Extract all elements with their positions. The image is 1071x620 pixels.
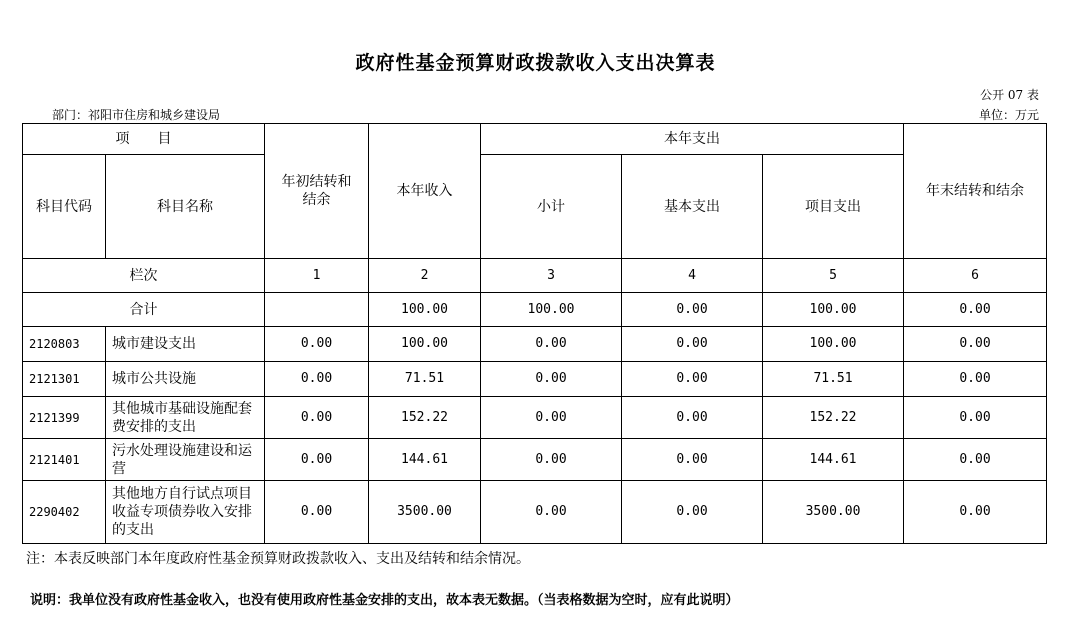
table-cell: 0.00 [904,481,1047,544]
header-income: 本年收入 [369,124,481,259]
total-cell: 0.00 [622,293,763,327]
table-cell: 100.00 [369,327,481,362]
table-cell: 3500.00 [763,481,904,544]
subject-code: 2121399 [23,397,106,439]
subject-name: 污水处理设施建设和运营 [106,439,265,481]
table-cell: 0.00 [622,481,763,544]
table-cell: 0.00 [481,327,622,362]
column-index-cell: 2 [369,259,481,293]
table-cell: 0.00 [481,362,622,397]
header-name: 科目名称 [106,155,265,259]
subject-code: 2121301 [23,362,106,397]
table-cell: 0.00 [904,362,1047,397]
subject-code: 2121401 [23,439,106,481]
table-note: 注：本表反映部门本年度政府性基金预算财政拨款收入、支出及结转和结余情况。 [26,551,530,567]
table-cell: 0.00 [481,481,622,544]
table-cell: 0.00 [481,397,622,439]
header-code: 科目代码 [23,155,106,259]
column-index-cell: 1 [265,259,369,293]
subject-code: 2120803 [23,327,106,362]
table-cell: 0.00 [265,397,369,439]
table-cell: 152.22 [763,397,904,439]
table-row [23,397,1047,439]
total-cell: 0.00 [904,293,1047,327]
total-label: 合计 [23,293,265,327]
subject-name: 城市建设支出 [106,327,265,362]
column-index-cell: 3 [481,259,622,293]
table-cell: 0.00 [265,362,369,397]
table-cell: 0.00 [265,439,369,481]
table-cell: 0.00 [622,362,763,397]
total-cell: 100.00 [481,293,622,327]
page-title: 政府性基金预算财政拨款收入支出决算表 [355,52,716,74]
table-cell: 144.61 [369,439,481,481]
table-cell: 0.00 [622,439,763,481]
header-begin-balance: 年初结转和结余 [265,124,369,259]
total-cell: 100.00 [369,293,481,327]
header-basic: 基本支出 [622,155,763,259]
header-end-balance: 年末结转和结余 [904,124,1047,259]
table-cell: 152.22 [369,397,481,439]
subject-name: 城市公共设施 [106,362,265,397]
column-index-cell: 4 [622,259,763,293]
table-cell: 144.61 [763,439,904,481]
table-cell: 0.00 [265,481,369,544]
table-cell: 71.51 [763,362,904,397]
table-cell: 0.00 [265,327,369,362]
column-index-row [23,259,1047,293]
unit-label: 单位：万元 [978,108,1039,122]
table-cell: 71.51 [369,362,481,397]
column-index-label: 栏次 [23,259,265,293]
table-cell: 3500.00 [369,481,481,544]
total-cell [265,293,369,327]
header-expense-group: 本年支出 [481,124,904,155]
table-row [23,439,1047,481]
header-item: 项 目 [23,124,265,155]
subject-code: 2290402 [23,481,106,544]
table-cell: 0.00 [622,397,763,439]
header-project: 项目支出 [763,155,904,259]
budget-table [22,123,1047,544]
subject-name: 其他城市基础设施配套费安排的支出 [106,397,265,439]
total-row [23,293,1047,327]
table-row [23,481,1047,544]
subject-name: 其他地方自行试点项目收益专项债券收入安排的支出 [106,481,265,544]
table-row [23,362,1047,397]
table-cell: 0.00 [481,439,622,481]
department-label: 部门：祁阳市住房和城乡建设局 [52,108,221,122]
header-subtotal: 小计 [481,155,622,259]
table-cell: 0.00 [904,397,1047,439]
table-cell: 0.00 [622,327,763,362]
table-row [23,327,1047,362]
column-index-cell: 5 [763,259,904,293]
column-index-cell: 6 [904,259,1047,293]
table-cell: 0.00 [904,439,1047,481]
table-cell: 100.00 [763,327,904,362]
explanation-text: 说明：我单位没有政府性基金收入，也没有使用政府性基金安排的支出，故本表无数据。（当表格数据为空时，应有此说明） [30,593,739,608]
form-code-label: 公开 07 表 [980,88,1039,102]
table-cell: 0.00 [904,327,1047,362]
total-cell: 100.00 [763,293,904,327]
